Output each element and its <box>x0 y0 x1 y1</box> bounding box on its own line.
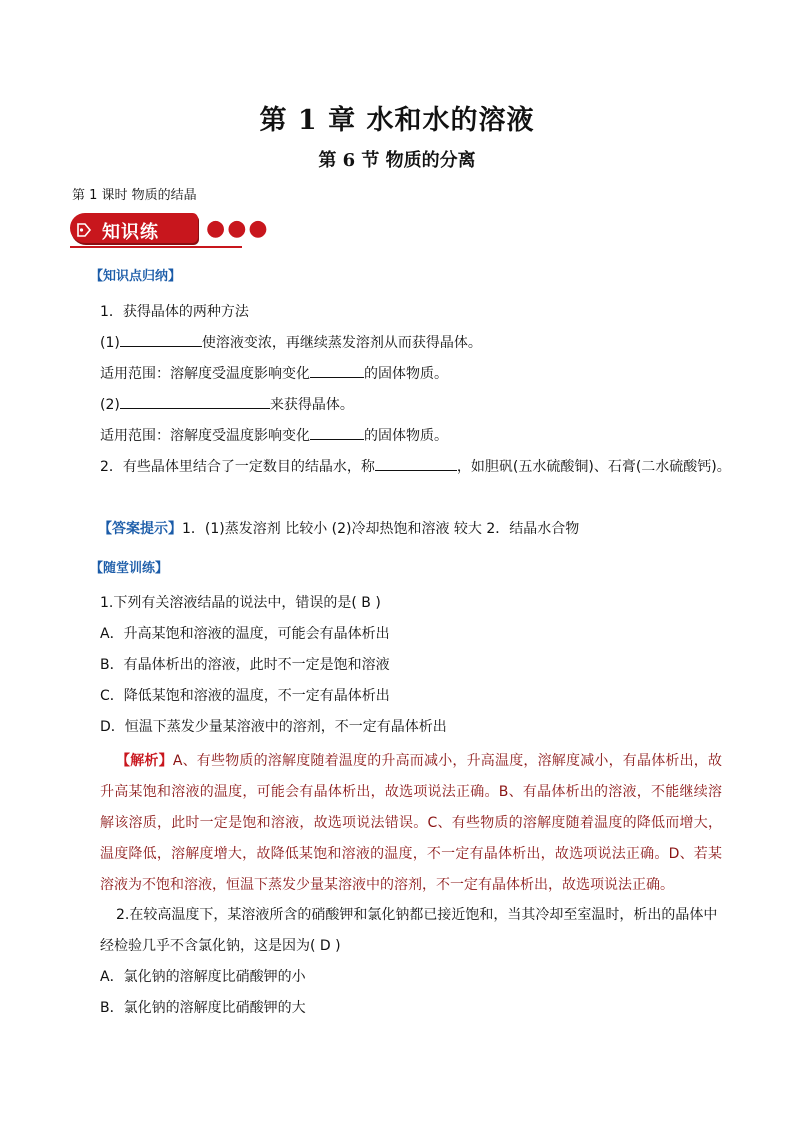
knowledge-item-1a <box>100 332 482 352</box>
question-2-option-a: A．氯化钠的溶解度比硝酸钾的小 <box>100 969 306 985</box>
question-1-analysis <box>100 746 722 901</box>
banner-pill <box>70 213 198 243</box>
item-1b-suffix: 来获得晶体。 <box>269 397 354 413</box>
analysis-text: A、有些物质的溶解度随着温度的升高而减小，升高温度，溶解度减小，有晶体析出，故升高某饱和溶液的温度，可能会有晶体析出，故选项说法正确。B、有晶体析出的溶液，不能继续溶解该溶质，此时一定是饱和溶液，故选项说法错误。C、有些物质的溶解度随着温度的降低而增大，温度降低，溶解度增大，故降低某饱和溶液的温度，不一定有晶体析出，故选项说法正确。D、若某溶液为不饱和溶液，恒温下蒸发少量某溶液中的溶剂，不一定有晶体析出，故选项说法正确。 <box>100 753 723 893</box>
item-1b-scope-suffix: 的固体物质。 <box>364 428 448 444</box>
answer-hint-label: 【答案提示】 <box>98 521 182 537</box>
chapter-title: 第 1 章 水和水的溶液 <box>259 105 535 136</box>
tag-icon <box>76 222 92 238</box>
item-1b-scope-prefix: 适用范围：溶解度受温度影响变化 <box>100 428 310 444</box>
blank-1b-scope[interactable] <box>310 425 364 440</box>
knowledge-banner <box>70 210 270 250</box>
question-2-stem: 2.在较高温度下，某溶液所含的硝酸钾和氯化钠都已接近饱和，当其冷却至室温时，析出的晶体中经检验几乎不含氯化钠，这是因为( D ) <box>100 907 718 954</box>
analysis-label: 【解析】 <box>116 753 173 769</box>
section-title: 第 6 节 物质的分离 <box>318 150 476 171</box>
item-1a-scope-suffix: 的固体物质。 <box>364 366 448 382</box>
knowledge-heading: 【知识点归纳】 <box>90 269 182 284</box>
question-2-option-b: B．氯化钠的溶解度比硝酸钾的大 <box>100 1000 306 1016</box>
item-1b-prefix: (2) <box>100 397 120 413</box>
answer-hint-text: 1．(1)蒸发溶剂 比较小 (2)冷却热饱和溶液 较大 2．结晶水合物 <box>182 521 580 537</box>
banner-dots: ●●● <box>206 216 270 241</box>
banner-underline <box>70 246 242 248</box>
banner-label: 知识练 <box>102 222 159 243</box>
knowledge-item-1a-scope <box>100 363 448 383</box>
item-2-suffix: ，如胆矾(五水硫酸铜)、石膏(二水硫酸钙)。 <box>456 459 731 475</box>
blank-2[interactable] <box>375 456 457 471</box>
blank-1b[interactable] <box>120 394 270 409</box>
knowledge-item-1b-scope <box>100 425 448 445</box>
practice-heading: 【随堂训练】 <box>90 561 169 576</box>
item-1a-scope-prefix: 适用范围：溶解度受温度影响变化 <box>100 366 310 382</box>
blank-1a[interactable] <box>120 332 202 347</box>
lesson-label: 第 1 课时 物质的结晶 <box>72 188 197 203</box>
question-1-option-d: D．恒温下蒸发少量某溶液中的溶剂，不一定有晶体析出 <box>100 719 447 735</box>
answer-hint <box>98 518 579 538</box>
knowledge-item-1: 1．获得晶体的两种方法 <box>100 304 249 320</box>
question-1-option-a: A．升高某饱和溶液的温度，可能会有晶体析出 <box>100 626 390 642</box>
question-1-option-c: C．降低某饱和溶液的温度，不一定有晶体析出 <box>100 688 390 704</box>
item-1a-prefix: (1) <box>100 335 120 351</box>
blank-1a-scope[interactable] <box>310 363 364 378</box>
knowledge-item-1b <box>100 394 354 414</box>
question-1-stem: 1.下列有关溶液结晶的说法中，错误的是( B ) <box>100 595 381 611</box>
knowledge-item-2 <box>100 456 731 476</box>
item-2-prefix: 2．有些晶体里结合了一定数目的结晶水，称 <box>100 459 375 475</box>
question-1-option-b: B．有晶体析出的溶液，此时不一定是饱和溶液 <box>100 657 390 673</box>
item-1a-suffix: 使溶液变浓，再继续蒸发溶剂从而获得晶体。 <box>201 335 482 351</box>
